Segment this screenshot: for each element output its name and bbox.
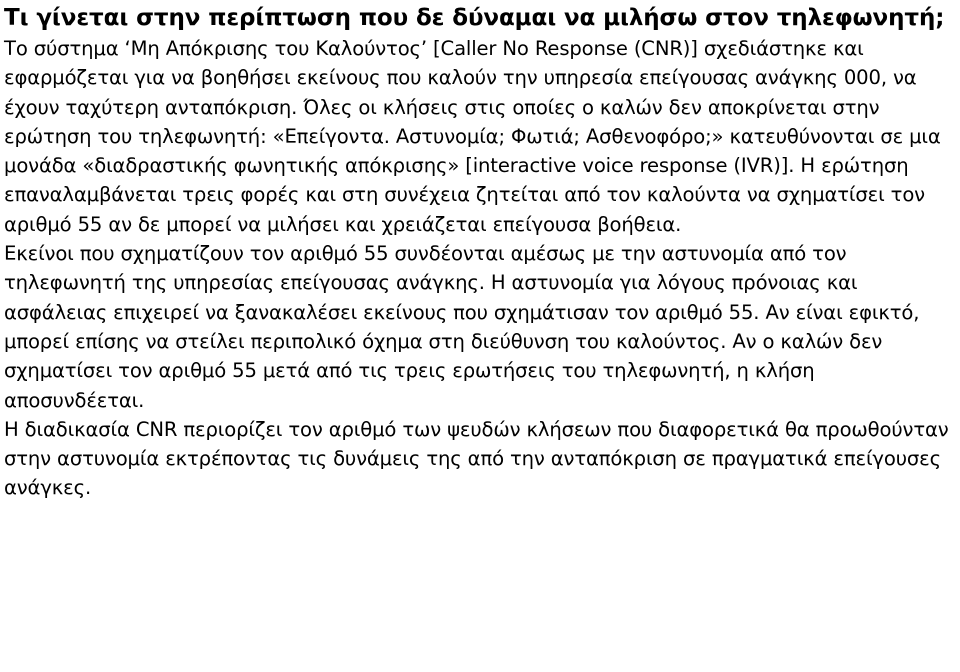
paragraph-cnr-system: Το σύστημα ‘Μη Απόκρισης του Καλούντος’ [Caller No Response (CNR)] σχεδιάστηκε και εφαρμόζεται για να βοηθήσει εκείνους που καλούν την υπηρεσία επείγουσας ανάγκης 000, να έχουν ταχύτερη ανταπόκριση. Όλες οι κλήσεις στις οποίες ο καλών δεν αποκρίνεται στην ερώτηση του τηλεφωνητή: «Επείγοντα. Αστυνομία; Φωτιά; Ασθενοφόρο;» κατευθύνονται σε μια μονάδα «διαδραστικής φωνητικής απόκρισης» [interactive voice response (IVR)]. Η ερώτηση επαναλαμβάνεται τρεις φορές και στη συνέχεια ζητείται από τον καλούντα να σχηματίσει τον αριθμό 55 αν δε μπορεί να μιλήσει και χρειάζεται επείγουσα βοήθεια. bbox=[4, 37, 941, 236]
document-page bbox=[4, 0, 958, 503]
paragraph-police-connection: Εκείνοι που σχηματίζουν τον αριθμό 55 συνδέονται αμέσως με την αστυνομία από τον τηλεφωνητή της υπηρεσίας επείγουσας ανάγκης. Η αστυνομία για λόγους πρόνοιας και ασφάλειας επιχειρεί να ξανακαλέσει εκείνους που σχημάτισαν τον αριθμό 55. Αν είναι εφικτό, μπορεί επίσης να στείλει περιπολικό όχημα στη διεύθυνση του καλούντος. Αν ο καλών δεν σχηματίσει τον αριθμό 55 μετά από τις τρεις ερωτήσεις του τηλεφωνητή, η κλήση αποσυνδέεται. bbox=[4, 242, 920, 412]
page-title: Τι γίνεται στην περίπτωση που δε δύναμαι να μιλήσω στον τηλεφωνητή; bbox=[4, 5, 945, 31]
paragraph-false-calls: Η διαδικασία CNR περιορίζει τον αριθμό των ψευδών κλήσεων που διαφορετικά θα προωθούνταν στην αστυνομία εκτρέποντας τις δυνάμεις της από την ανταπόκριση σε πραγματικά επείγουσες ανάγκες. bbox=[4, 417, 949, 500]
